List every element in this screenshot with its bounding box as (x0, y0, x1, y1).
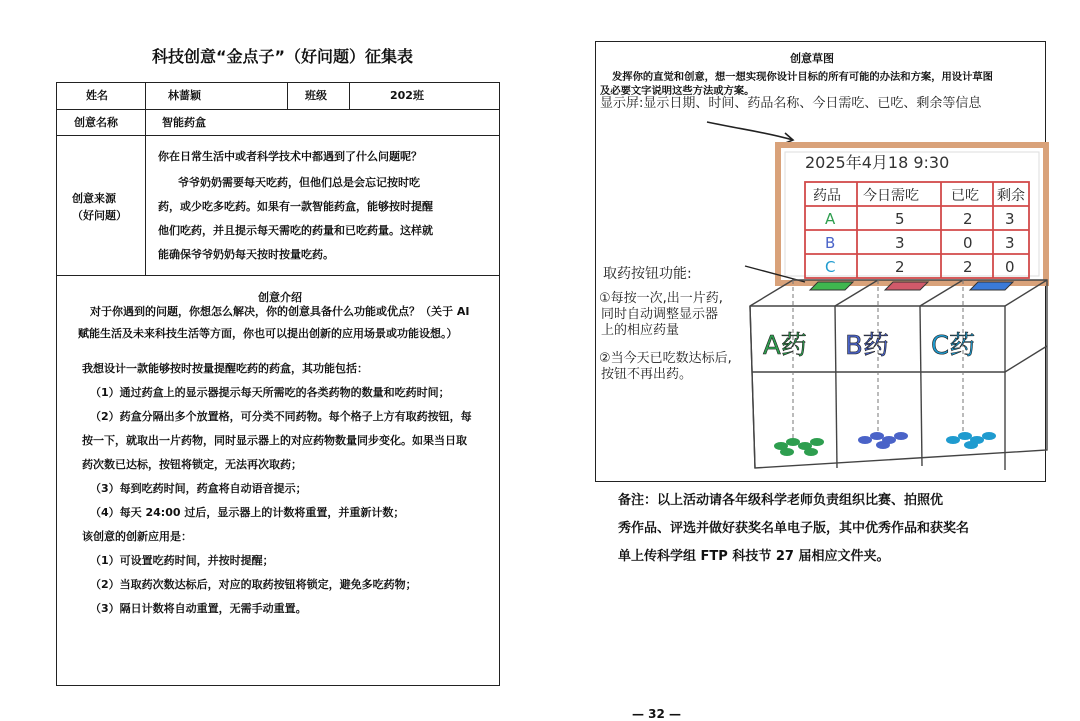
intro-prompt-1: 对于你遇到的问题，你想怎么解决，你的创意具备什么功能或优点？（关于 AI (90, 305, 470, 318)
sketch-heading: 创意草图 (790, 52, 834, 65)
button-note-2b: 按钮不再出药。 (601, 367, 693, 382)
intro-line: 我想设计一款能够按时按量提醒吃药的药盒，其功能包括： (82, 362, 368, 375)
button-title: 取药按钮功能: (603, 266, 692, 282)
row-a-name: A (825, 210, 836, 228)
row-b-eaten: 0 (963, 234, 973, 252)
source-line-2: 药，或少吃多吃药。如果有一款智能药盒，能够按时提醒 (158, 200, 433, 213)
idea-name-value: 智能药盒 (162, 116, 206, 129)
page-number: — 32 — (632, 707, 682, 721)
row-a-left: 3 (1005, 210, 1015, 228)
button-c-icon[interactable] (970, 282, 1013, 290)
sketch-prompt-2: 及必要文字说明这些方法或方案。 (600, 85, 755, 97)
table-header-left: 剩余 (997, 188, 1025, 204)
source-question: 你在日常生活中或者科学技术中都遇到了什么问题呢？ (158, 150, 422, 163)
name-value: 林蔷颖 (168, 89, 201, 102)
button-note-2a: ②当今天已吃数达标后, (599, 351, 732, 366)
box-label-c: C药 (931, 331, 976, 361)
note-line-3: 单上传科学组 FTP 科技节 27 届相应文件夹。 (618, 549, 890, 564)
source-line-3: 他们吃药，并且提示每天需吃的药量和已吃药量。这样就 (158, 224, 433, 237)
row-a-need: 5 (895, 210, 905, 228)
intro-line: （3）隔日计数将自动重置，无需手动重置。 (90, 602, 307, 615)
intro-line: （1）通过药盒上的显示器提示每天所需吃的各类药物的数量和吃药时间； (90, 386, 450, 399)
button-a-icon[interactable] (810, 282, 853, 290)
box-label-b: B药 (845, 331, 889, 361)
pillbox-illustration (595, 110, 1055, 480)
intro-line: 该创意的创新应用是： (82, 530, 192, 543)
intro-line: （3）每到吃药时间，药盒将自动语音提示； (90, 482, 307, 495)
screen-datetime: 2025年4月18 9:30 (805, 153, 950, 172)
source-line-1: 爷爷奶奶需要每天吃药，但他们总是会忘记按时吃 (178, 176, 420, 189)
class-label: 班级 (305, 89, 327, 102)
table-header-medicine: 药品 (813, 188, 841, 204)
pills-a (774, 438, 824, 456)
table-header-need: 今日需吃 (863, 188, 919, 204)
button-note-1c: 上的相应药量 (601, 323, 680, 338)
class-value: 202班 (390, 89, 424, 102)
intro-prompt-2: 赋能生活及未来科技生活等方面，你也可以提出创新的应用场景或功能设想。） (78, 327, 458, 340)
source-label: 创意来源 (72, 192, 116, 205)
source-label-sub: （好问题） (72, 209, 127, 222)
row-c-left: 0 (1005, 258, 1015, 276)
table-header-eaten: 已吃 (951, 188, 979, 204)
intro-line: （1）可设置吃药时间，并按时提醒； (90, 554, 274, 567)
row-b-need: 3 (895, 234, 905, 252)
sketch-prompt-1: 发挥你的直觉和创意，想一想实现你设计目标的所有可能的办法和方案，用设计草图 (612, 71, 993, 83)
row-b-left: 3 (1005, 234, 1015, 252)
note-line-1: 备注：以上活动请各年级科学老师负责组织比赛、拍照优 (618, 493, 944, 508)
intro-line: （4）每天 24:00 过后，显示器上的计数将重置，并重新计数； (90, 506, 405, 519)
intro-line: （2）当取药次数达标后，对应的取药按钮将锁定，避免多吃药物； (90, 578, 417, 591)
source-line-4: 能确保爷爷奶奶每天按时按量吃药。 (158, 248, 334, 261)
note-line-2: 秀作品、评选并做好获奖名单电子版，其中优秀作品和获奖名 (618, 521, 970, 536)
idea-name-label: 创意名称 (74, 116, 118, 129)
form-title: 科技创意“金点子”（好问题）征集表 (151, 47, 414, 66)
display-note: 显示屏:显示日期、时间、药品名称、今日需吃、已吃、剩余等信息 (600, 96, 982, 111)
row-c-name: C (825, 258, 836, 276)
intro-line: 药次数已达标，按钮将锁定，无法再次取药； (82, 458, 302, 471)
button-note-1b: 同时自动调整显示器 (601, 307, 719, 322)
intro-line: （2）药盒分隔出多个放置格，可分类不同药物。每个格子上方有取药按钮，每 (90, 410, 472, 423)
row-c-need: 2 (895, 258, 905, 276)
button-b-icon[interactable] (885, 282, 928, 290)
box-label-a: A药 (763, 331, 807, 361)
pills-b (858, 432, 908, 449)
row-a-eaten: 2 (963, 210, 973, 228)
intro-line: 按一下，就取出一片药物，同时显示器上的对应药物数量同步变化。如果当日取 (82, 434, 467, 447)
name-label: 姓名 (86, 89, 108, 102)
intro-heading: 创意介绍 (258, 291, 302, 304)
button-note-1a: ①每按一次,出一片药, (599, 291, 723, 306)
row-b-name: B (825, 234, 836, 252)
pills-c (946, 432, 996, 449)
row-c-eaten: 2 (963, 258, 973, 276)
